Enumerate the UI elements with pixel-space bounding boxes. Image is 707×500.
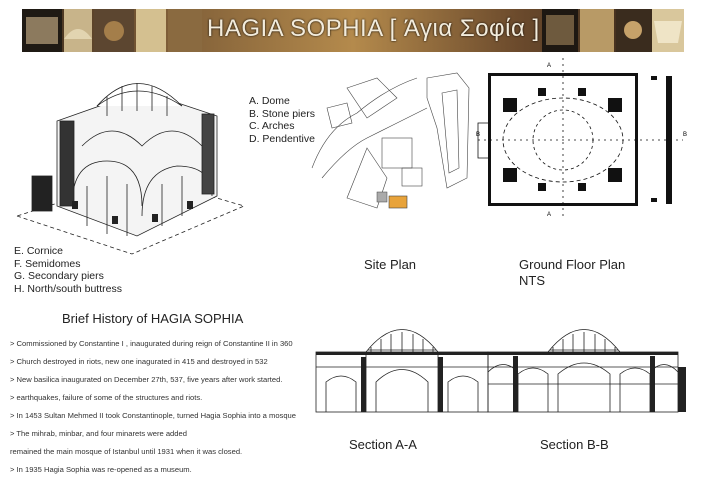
ground-plan-scale: NTS — [519, 273, 545, 288]
site-plan-drawing — [307, 68, 472, 218]
axonometric-cutaway-drawing — [12, 66, 247, 256]
history-item: > In 1453 Sultan Mehmed II took Constantinople, turned Hagia Sophia into a mosque — [10, 411, 297, 420]
plan-marker-a-bottom: A — [547, 212, 552, 218]
plan-marker-b-right: B — [683, 132, 688, 138]
legend-item-arches: C. Arches — [249, 120, 295, 132]
section-bb-drawing — [488, 312, 688, 412]
legend-item-cornice: E. Cornice — [14, 245, 64, 257]
axonometric-legend-top — [249, 95, 315, 145]
ground-plan-caption — [519, 257, 625, 289]
history-item: > Commissioned by Constantine I , inaugurated during reign of Constantine II in 360 — [10, 339, 293, 348]
history-item: > The mihrab, minbar, and four minarets were added — [10, 429, 187, 438]
plan-marker-b-left: B — [476, 132, 481, 138]
legend-item-secondary-piers: G. Secondary piers — [14, 270, 104, 282]
ground-floor-plan-drawing — [478, 58, 688, 218]
legend-item-dome: A. Dome — [249, 95, 290, 107]
history-item: > earthquakes, failure of some of the structures and riots. — [10, 393, 203, 402]
history-item: remained the main mosque of Istanbul until 1931 when it was closed. — [10, 447, 243, 456]
ground-plan-title: Ground Floor Plan — [519, 257, 626, 272]
page-title: HAGIA SOPHIA [ Άγια Σοφία ] — [207, 15, 540, 42]
history-item: > Church destroyed in riots, new one inagurated in 415 and destroyed in 532 — [10, 357, 268, 366]
section-aa-caption: Section A-A — [349, 437, 417, 452]
legend-item-stone-piers: B. Stone piers — [249, 107, 315, 120]
legend-item-buttress: H. North/south buttress — [14, 282, 122, 295]
history-title: Brief History of HAGIA SOPHIA — [62, 311, 244, 326]
history-item: > New basilica inaugurated on December 27th, 537, five years after work started. — [10, 375, 283, 384]
header-banner — [22, 9, 684, 52]
section-aa-drawing — [316, 312, 488, 412]
legend-item-semidomes: F. Semidomes — [14, 257, 81, 270]
history-item: > In 1935 Hagia Sophia was re-opened as a museum. — [10, 465, 192, 474]
site-plan-caption: Site Plan — [364, 257, 417, 272]
axonometric-legend-bottom — [14, 245, 122, 295]
section-bb-caption: Section B-B — [540, 437, 609, 452]
legend-item-pendentive: D. Pendentive — [249, 132, 315, 145]
plan-marker-a-top: A — [547, 63, 552, 69]
